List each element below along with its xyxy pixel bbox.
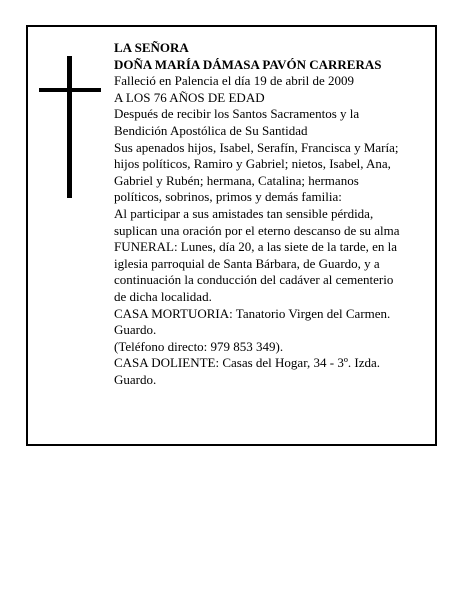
deceased-name: DOÑA MARÍA DÁMASA PAVÓN CARRERAS xyxy=(114,56,382,72)
heading-line: LA SEÑORA xyxy=(114,40,189,55)
request-line: Al participar a sus amistades tan sensible pérdida, xyxy=(114,205,374,221)
death-date-line: Falleció en Palencia el día 19 de abril de 2009 xyxy=(114,73,355,89)
funeral-line: continuación la conducción del cadáver al cementerio xyxy=(114,272,394,288)
sacraments-line: Bendición Apostólica de Su Santidad xyxy=(114,122,308,138)
notice-text xyxy=(114,40,430,388)
mourning-house-line: Guardo. xyxy=(114,371,157,387)
family-line: hijos políticos, Ramiro y Gabriel; nietos, Isabel, Ana, xyxy=(114,156,391,172)
phone-line: (Teléfono directo: 979 853 349). xyxy=(114,338,284,354)
mortuary-line: Guardo. xyxy=(114,322,157,338)
cross-icon xyxy=(67,56,72,198)
funeral-line: FUNERAL: Lunes, día 20, a las siete de la tarde, en la xyxy=(114,239,398,255)
request-line: suplican una oración por el eterno descanso de su alma xyxy=(114,222,400,238)
family-line: Gabriel y Rubén; hermana, Catalina; hermanos xyxy=(114,172,359,188)
mourning-house-line: CASA DOLIENTE: Casas del Hogar, 34 - 3º. Izda. xyxy=(114,355,380,371)
obituary-notice xyxy=(26,25,437,446)
mortuary-line: CASA MORTUORIA: Tanatorio Virgen del Carmen. xyxy=(114,305,391,321)
age-line: A LOS 76 AÑOS DE EDAD xyxy=(114,89,265,105)
funeral-line: iglesia parroquial de Santa Bárbara, de Guardo, y a xyxy=(114,255,380,271)
family-line: políticos, sobrinos, primos y demás familia: xyxy=(114,189,342,205)
funeral-line: de dicha localidad. xyxy=(114,288,212,304)
sacraments-line: Después de recibir los Santos Sacramentos y la xyxy=(114,106,360,122)
family-line: Sus apenados hijos, Isabel, Serafín, Francisca y María; xyxy=(114,139,399,155)
cross-icon-crossbar xyxy=(39,88,101,92)
